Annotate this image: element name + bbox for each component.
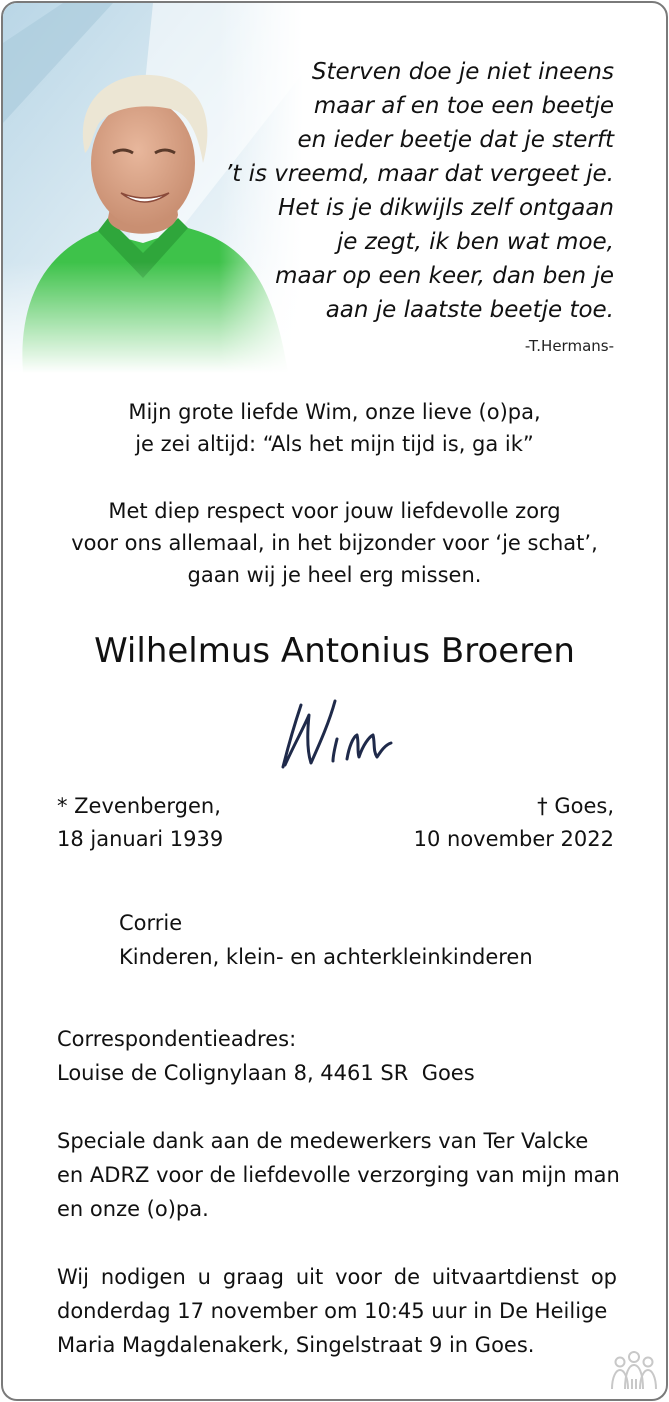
correspondence-label: Correspondentieadres: (57, 1027, 297, 1051)
respect-line: voor ons allemaal, in het bijzonder voor ‘je schat’, (71, 531, 598, 555)
poem-line: Sterven doe je niet ineens (311, 59, 614, 85)
invitation-line: Wij nodigen u graag uit voor de uitvaartdienst op (57, 1265, 617, 1289)
family-line: Kinderen, klein- en achterkleinkinderen (119, 945, 533, 969)
thanks-line: en ADRZ voor de liefdevolle verzorging van mijn man (57, 1163, 620, 1187)
correspondence-address (57, 1022, 475, 1090)
intro-line: je zei altijd: “Als het mijn tijd is, ga ik” (135, 432, 534, 456)
poem-line: aan je laatste beetje toe. (325, 297, 614, 323)
poem (225, 55, 614, 327)
handwritten-signature (273, 693, 403, 773)
death-place: † Goes, (537, 794, 614, 818)
family-line: Corrie (119, 911, 183, 935)
deceased-name: Wilhelmus Antonius Broeren (94, 631, 575, 671)
death-date: 10 november 2022 (413, 827, 614, 851)
invitation-line: Maria Magdalenakerk, Singelstraat 9 in Goes. (57, 1333, 535, 1357)
obituary-card (1, 1, 668, 1401)
respect-text (3, 495, 666, 591)
invitation-line: donderdag 17 november om 10:45 uur in De Heilige (57, 1299, 608, 1323)
death-info (414, 790, 614, 856)
family-names (119, 906, 533, 974)
poem-line: maar af en toe een beetje (313, 93, 614, 119)
thanks-text (57, 1124, 620, 1226)
thanks-line: en onze (o)pa. (57, 1197, 209, 1221)
intro-text (3, 396, 666, 460)
poem-author: -T.Hermans- (524, 337, 614, 355)
intro-line: Mijn grote liefde Wim, onze lieve (o)pa, (128, 400, 541, 424)
thanks-line: Speciale dank aan de medewerkers van Ter Valcke (57, 1129, 589, 1153)
respect-line: Met diep respect voor jouw liefdevolle zorg (108, 499, 561, 523)
respect-line: gaan wij je heel erg missen. (187, 563, 482, 587)
poem-line: en ieder beetje dat je sterft (297, 127, 614, 153)
birth-place: * Zevenbergen, (57, 794, 221, 818)
poem-line: maar op een keer, dan ben je (275, 263, 614, 289)
birth-date: 18 januari 1939 (57, 827, 224, 851)
invitation-text (57, 1260, 617, 1362)
poem-line: ’t is vreemd, maar dat vergeet je. (224, 161, 614, 187)
birth-info (57, 790, 223, 856)
people-group-icon (608, 1349, 660, 1393)
correspondence-street: Louise de Colignylaan 8, 4461 SR Goes (57, 1061, 475, 1085)
poem-line: Het is je dikwijls zelf ontgaan (278, 195, 614, 221)
poem-line: je zegt, ik ben wat moe, (336, 229, 614, 255)
